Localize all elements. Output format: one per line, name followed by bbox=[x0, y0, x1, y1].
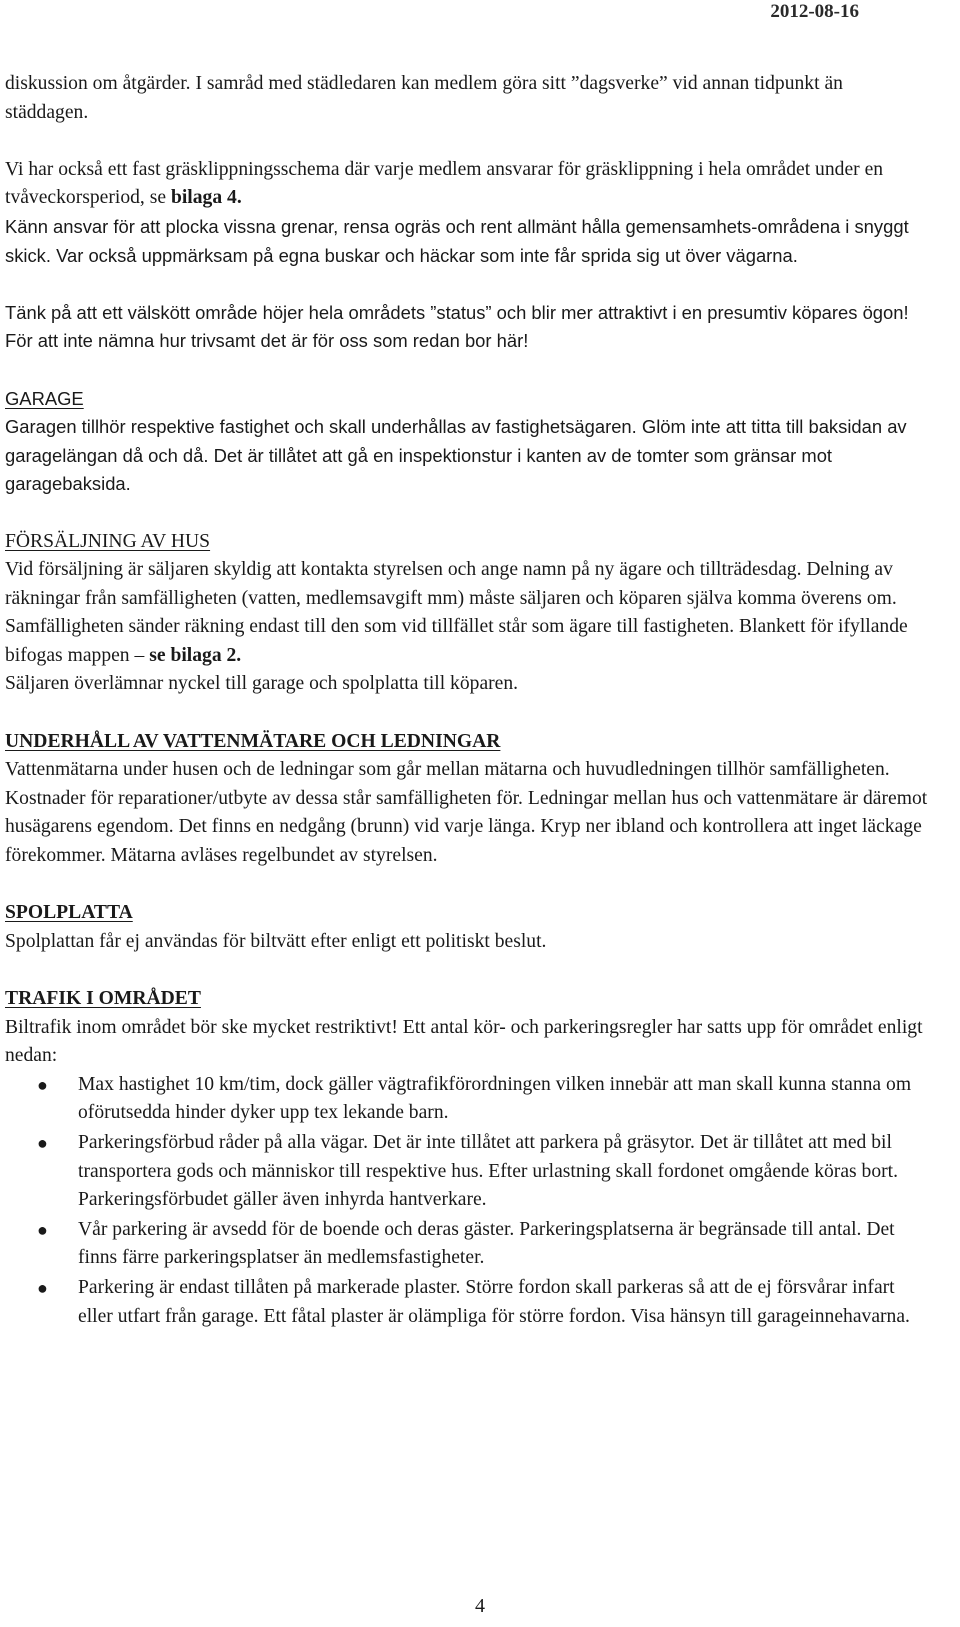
header-date: 2012-08-16 bbox=[770, 1, 859, 22]
list-item bbox=[5, 1129, 930, 1215]
traffic-rules-list bbox=[5, 1071, 930, 1331]
intro-paragraph-2-end: . bbox=[236, 187, 242, 209]
list-item-text: Vår parkering är avsedd för de boende och deras gäster. Parkeringsplatserna är begränsade till antal. Det finns färre parkeringsplatser än medlemsfastigheter. bbox=[78, 1218, 895, 1269]
intro-paragraph-3: Känn ansvar för att plocka vissna grenar, rensa ogräs och rent allmänt hålla gemensamhets-områdena i snyggt skick. Var också uppmärksam på egna buskar och häckar som inte får sprida sig ut över vägarna. bbox=[5, 215, 909, 266]
intro-paragraph-4: Tänk på att ett välskött område höjer hela områdets ”status” och blir mer attraktivt i en presumtiv köpares ögon! För att inte nämna hur trivsamt det är för oss som redan bor här! bbox=[5, 301, 909, 352]
bilaga-4-reference: bilaga 4 bbox=[170, 187, 237, 209]
section-body-garage: Garagen tillhör respektive fastighet och skall underhållas av fastighetsägaren. Glöm inte att titta till baksidan av garagelängan då och då. Det är tillåtet att gå en inspektionstur i kanten av de tomter som gränsar mot garagebaksida. bbox=[5, 416, 907, 495]
bullet-icon: ● bbox=[37, 1277, 48, 1298]
section-heading-water: UNDERHÅLL AV VATTENMÄTARE OCH LEDNINGAR bbox=[5, 730, 501, 752]
list-item bbox=[5, 1274, 930, 1331]
list-item-text: Parkering är endast tillåten på markerade plaster. Större fordon skall parkeras så att de ej försvårar infart eller utfart från garage. Ett fåtal plaster är olämpliga för större fordon. Visa hänsyn till garageinnehavarna. bbox=[78, 1276, 910, 1327]
bullet-icon: ● bbox=[37, 1074, 48, 1095]
section-body-water: Vattenmätarna under husen och de ledningar som går mellan mätarna och huvudledningen tillhör samfälligheten. Kostnader för reparationer/utbyte av dessa står samfälligheten för. Ledningar mellan hus och vattenmätare är däremot husägarens egendom. Det finns en nedgång (brunn) vid varje länga. Kryp ner ibland och kontrollera att inget läckage förekommer. Mätarna avläses regelbundet av styrelsen. bbox=[5, 759, 928, 867]
section-heading-sale: FÖRSÄLJNING AV HUS bbox=[5, 530, 211, 552]
list-item bbox=[5, 1071, 930, 1128]
section-heading-spolplatta: SPOLPLATTA bbox=[5, 902, 133, 924]
page-number: 4 bbox=[475, 1595, 485, 1617]
intro-paragraph-1: diskussion om åtgärder. I samråd med städledaren kan medlem göra sitt ”dagsverke” vid annan tidpunkt än städdagen. bbox=[5, 73, 843, 123]
section-body-traffic: Biltrafik inom området bör ske mycket restriktivt! Ett antal kör- och parkeringsregler har satts upp för området enligt nedan: bbox=[5, 1016, 923, 1067]
intro-paragraph-2-text: Vi har också ett fast gräsklippningsschema där varje medlem ansvarar för gräsklippning i hela området under en tvåveckorsperiod, se bbox=[5, 158, 884, 209]
bullet-icon: ● bbox=[37, 1132, 48, 1153]
list-item bbox=[5, 1216, 930, 1273]
section-body-sale-2: Säljaren överlämnar nyckel till garage och spolplatta till köparen. bbox=[5, 673, 519, 695]
section-heading-traffic: TRAFIK I OMRÅDET bbox=[5, 988, 201, 1009]
section-body-spolplatta: Spolplattan får ej användas för biltvätt efter enligt ett politiskt beslut. bbox=[5, 930, 547, 952]
intro-paragraph-2 bbox=[5, 156, 930, 213]
bullet-icon: ● bbox=[37, 1219, 48, 1240]
list-item-text: Parkeringsförbud råder på alla vägar. Det är inte tillåtet att parkera på gräsytor. Det är tillåtet att med bil transportera gods och människor till respektive hus. Efter urlastning skall fordonet omgående köras bort. Parkeringsförbudet gäller även inhyrda hantverkare. bbox=[78, 1131, 899, 1211]
section-body-sale bbox=[5, 556, 930, 670]
document-body bbox=[5, 70, 930, 1332]
bilaga-2-reference: se bilaga 2. bbox=[149, 644, 242, 666]
section-heading-garage: GARAGE bbox=[5, 387, 84, 409]
section-body-sale-text: Vid försäljning är säljaren skyldig att kontakta styrelsen och ange namn på ny ägare och tillträdesdag. Delning av räkningar från samfälligheten (vatten, medlemsavgift mm) måste säljaren och köparen själva komma överens om. Samfälligheten sänder räkning endast till den som vid tillfället står som ägare till fastigheten. Blankett för ifyllande bifogas mappen – bbox=[5, 559, 908, 666]
list-item-text: Max hastighet 10 km/tim, dock gäller vägtrafikförordningen vilken innebär att man skall kunna stanna om oförutsedda hinder dyker upp tex lekande barn. bbox=[78, 1073, 912, 1124]
